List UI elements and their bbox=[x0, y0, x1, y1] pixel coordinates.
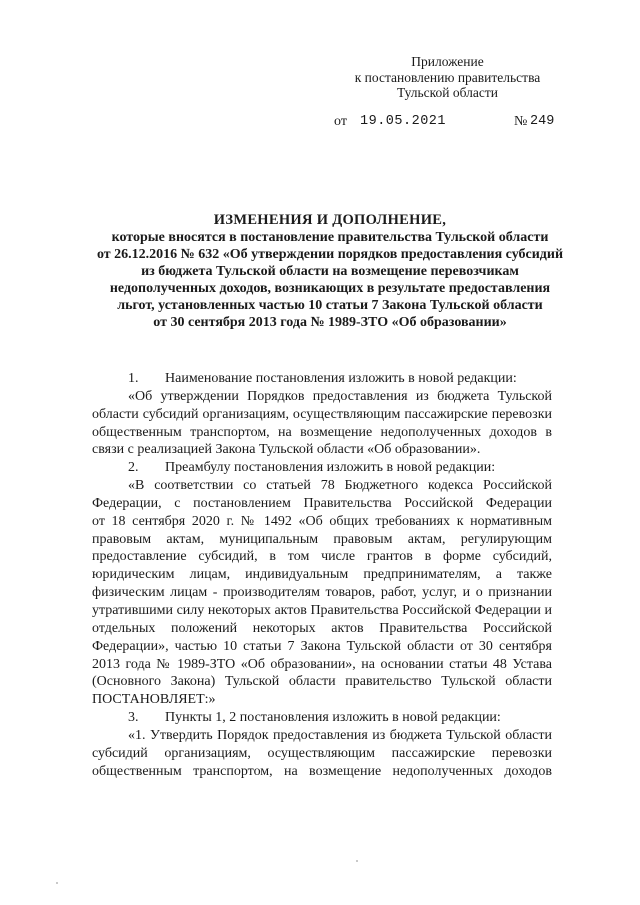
resolution-number: 249 bbox=[530, 114, 555, 129]
title-line: которые вносятся в постановление правительства Тульской области bbox=[111, 230, 549, 245]
paragraph-line: области субсидий организациям, осуществляющим пассажирские перевозки bbox=[92, 406, 552, 422]
scan-speck bbox=[56, 882, 58, 884]
item-heading-text: Наименование постановления изложить в новой редакции: bbox=[165, 371, 517, 386]
paragraph-line: «В соответствии со статьей 78 Бюджетного кодекса Российской bbox=[128, 478, 552, 494]
paragraph-line: ПОСТАНОВЛЯЕТ:» bbox=[92, 692, 216, 708]
paragraph-line: 2013 года № 1989-ЗТО «Об образовании», на основании статьи 48 Устава bbox=[92, 656, 552, 672]
paragraph-line: Федерации», частью 10 статьи 7 Закона Тульской области от 30 сентября bbox=[92, 638, 552, 654]
paragraph-line: связи с реализацией Закона Тульской области «Об образовании». bbox=[92, 442, 481, 458]
appendix-block bbox=[340, 54, 555, 101]
title-line: недополученных доходов, возникающих в результате предоставления bbox=[109, 281, 551, 296]
item-heading bbox=[92, 459, 552, 477]
document-title bbox=[60, 212, 600, 331]
item-heading bbox=[92, 709, 552, 727]
title-line: ИЗМЕНЕНИЯ И ДОПОЛНЕНИЕ, bbox=[213, 212, 447, 228]
title-line: от 30 сентября 2013 года № 1989-ЗТО «Об образовании» bbox=[153, 315, 507, 330]
item-number: 2. bbox=[128, 460, 139, 476]
title-line: от 26.12.2016 № 632 «Об утверждении порядков предоставления субсидий bbox=[96, 247, 564, 262]
number-prefix: № bbox=[514, 114, 528, 129]
item-heading-text: Преамбулу постановления изложить в новой редакции: bbox=[165, 460, 496, 476]
resolution-date: 19.05.2021 bbox=[360, 114, 447, 129]
paragraph-line: субсидий организациям, осуществляющим пассажирские перевозки bbox=[92, 745, 552, 761]
paragraph-line: (Основного Закона) Тульской области правительство Тульской области bbox=[92, 674, 552, 690]
title-line: из бюджета Тульской области на возмещение перевозчикам bbox=[141, 264, 519, 279]
paragraph-line: общественным транспортом, на возмещение недополученных доходов bbox=[92, 763, 552, 779]
appendix-line: Приложение bbox=[411, 54, 484, 69]
appendix-line: Тульской области bbox=[397, 85, 498, 100]
appendix-line: к постановлению правительства bbox=[354, 69, 541, 85]
paragraph-line: отдельных положений некоторых актов Правительства Российской bbox=[92, 620, 552, 636]
paragraph-line: предоставление субсидий, в том числе грантов в форме субсидий, bbox=[92, 549, 552, 565]
item-number: 3. bbox=[128, 710, 139, 726]
item-number: 1. bbox=[128, 371, 139, 386]
paragraph-line: утратившими силу некоторых актов Правительства Российской Федерации и bbox=[92, 602, 552, 618]
item-heading-text: Пункты 1, 2 постановления изложить в новой редакции: bbox=[165, 710, 501, 726]
paragraph-line: физическим лицам - производителям товаров, работ, услуг, и о признании bbox=[92, 585, 552, 601]
paragraph-line: Федерации, с постановлением Правительства Российской Федерации bbox=[92, 495, 552, 511]
paragraph-line: правовым актам, муниципальным правовым актам, регулирующим bbox=[92, 531, 552, 547]
paragraph-line: «1. Утвердить Порядок предоставления из бюджета Тульской области bbox=[128, 727, 552, 743]
title-line: льгот, установленных частью 10 статьи 7 Закона Тульской области bbox=[117, 298, 543, 313]
date-prefix: от bbox=[334, 114, 347, 129]
scan-speck bbox=[356, 860, 358, 862]
paragraph-line: от 18 сентября 2020 г. № 1492 «Об общих требованиях к нормативным bbox=[92, 513, 552, 529]
paragraph-line: «Об утверждении Порядков предоставления из бюджета Тульской bbox=[128, 388, 552, 404]
paragraph-line: юридическим лицам, индивидуальным предпринимателям, а также bbox=[92, 567, 552, 583]
document-body bbox=[92, 370, 552, 780]
paragraph-line: общественным транспортом, на возмещение недополученных доходов в bbox=[92, 424, 552, 440]
item-heading bbox=[92, 370, 552, 388]
